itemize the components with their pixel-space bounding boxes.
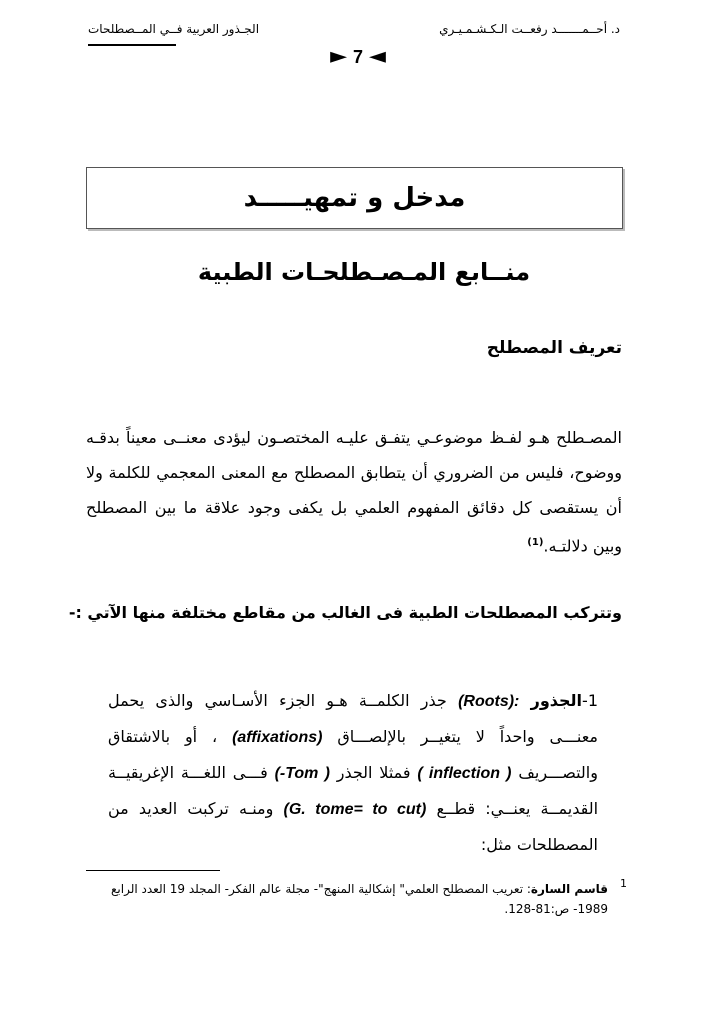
chapter-title-box xyxy=(86,167,623,229)
chapter-subtitle: منــابع المـصـطلحـات الطبية xyxy=(197,258,531,286)
footnote-separator xyxy=(86,870,220,871)
footnote-citation: : تعريب المصطلح العلمي" إشكالية المنهج"- مجلة عالم الفكر- المجلد 19 العدد الرابع 1989- ص:81-128. xyxy=(111,882,608,916)
footnote-reference: (1) xyxy=(527,537,544,548)
chapter-title: مدخل و تمهيـــــد xyxy=(243,183,466,213)
list-text-a: جذر الكلمــة هـو الجزء الأسـاسي والذى يحمل معنـــى واحداً لا يتغيــر بالإلصـــاق xyxy=(108,691,598,746)
arrow-right-icon: ► xyxy=(330,44,347,69)
list-text-e: ومنـه تركبت العديد من المصطلحات مثل: xyxy=(108,799,598,854)
section-heading: تعريف المصطلح xyxy=(486,338,622,358)
footnote-author: قاسم السارة xyxy=(530,882,608,896)
term-inflection: ( inflection ) xyxy=(417,765,512,782)
list-text-d: فـــى اللغـــة الإغريقيــة القديمــة يعنــي: قطــع xyxy=(108,763,599,818)
list-text-c: فمثلا الجذر xyxy=(336,763,411,782)
header-underline xyxy=(88,44,176,46)
arrow-left-icon: ◄ xyxy=(369,44,386,69)
page-number: 7 xyxy=(352,46,363,67)
running-header-author: د. أحــمـــــــد رفعــت الـكـشـمـيـري xyxy=(439,22,620,36)
term-tome: (G. tome= to cut) xyxy=(283,801,427,818)
footnote-number: 1 xyxy=(620,877,627,890)
page-number-indicator xyxy=(318,42,398,72)
list-term-en: (Roots): xyxy=(458,693,520,710)
list-term-ar: الجذور xyxy=(530,691,583,710)
list-number: 1- xyxy=(582,691,598,710)
term-affixations: (affixations) xyxy=(232,729,323,746)
list-item xyxy=(108,683,598,862)
list-text-b: ، أو بالاشتقاق والتصـــريف xyxy=(108,727,598,782)
composition-statement: وتتركب المصطلحات الطبية فى الغالب من مقاطع مختلفة منها الآتي :- xyxy=(68,603,622,622)
definition-paragraph xyxy=(86,420,622,563)
footnote-text xyxy=(86,879,608,919)
term-tom: (-Tom ) xyxy=(274,765,330,782)
definition-text: المصـطلح هـو لفـظ موضوعـي يتفـق عليـه المختصـون ليؤدى معنــى معيناً بدقـه ووضوح، فليس من الضروري أن يتطابق المصطلح مع المعنى المعجمي للكلمة ولا أن يستقصى كل دقائق المفهوم العلمي بل يكفى وجود علاقة ما بين المصطلح وبين دلالتـه. xyxy=(86,428,622,556)
running-header-title: الجـذور العربية فــي المــصطلحات xyxy=(88,22,260,36)
